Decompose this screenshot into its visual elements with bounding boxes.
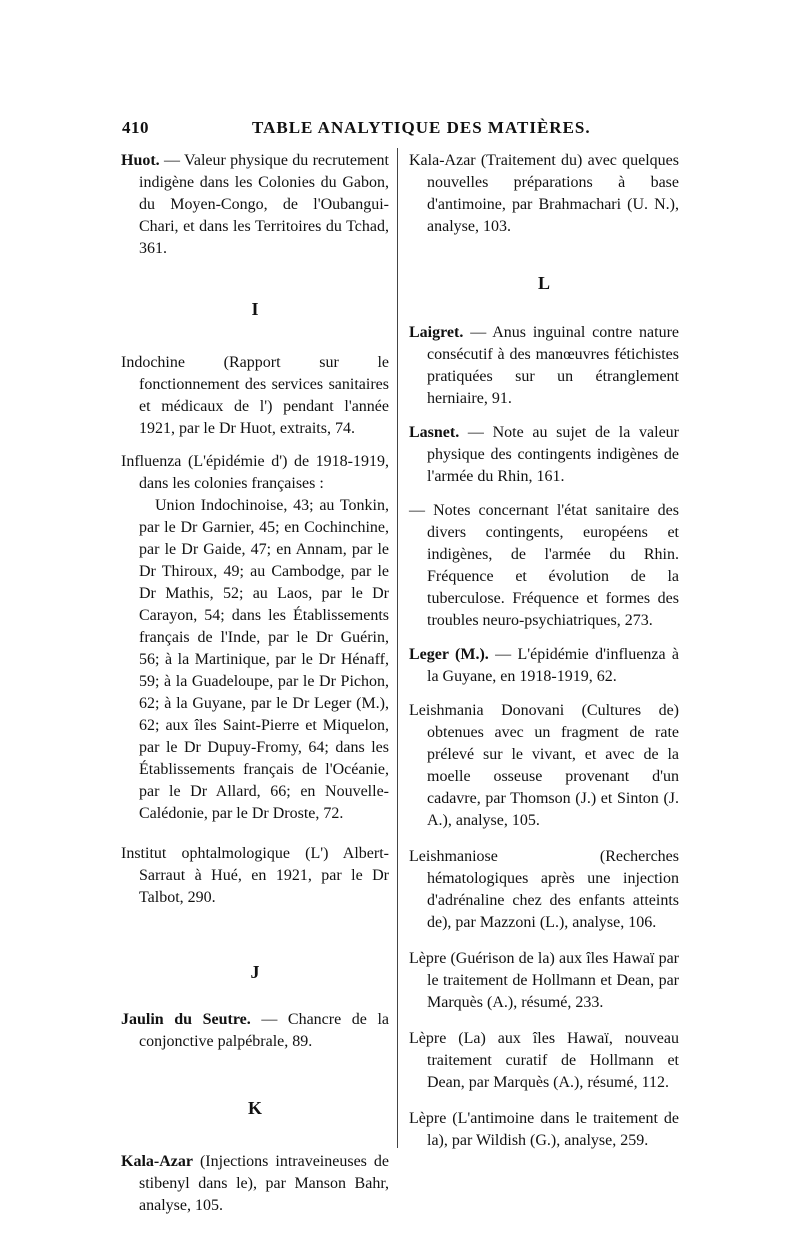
index-entry-lepre-guerison: Lèpre (Guérison de la) aux îles Hawaï par le traitement de Hollmann et Dean, par Marquès (A.), résumé, 233. [409,950,679,1011]
index-entry-lepre-hawai: Lèpre (La) aux îles Hawaï, nouveau traitement curatif de Hollmann et Dean, par Marquès (A.), résumé, 112. [409,1030,679,1091]
page-title: TABLE ANALYTIQUE DES MATIÈRES. [252,118,591,137]
index-entry-leishmania: Leishmania Donovani (Cultures de) obtenues avec un fragment de rate prélevé sur le vivant, et avec de la moelle osseuse provenant d'un cadavre, par Thomson (J.) et Sinton (J. A.), analyse, 105. [409,702,679,829]
section-letter-j: J [250,962,260,982]
running-header [122,118,662,146]
left-column [121,150,389,1217]
index-entry-kala-azar-injections: Kala-Azar (Injections intraveineuses de stibenyl dans le), par Manson Bahr, analyse, 105. [121,1153,389,1214]
index-entry-institut: Institut ophtalmologique (L') Albert-Sarraut à Hué, en 1921, par le Dr Talbot, 290. [121,845,389,906]
index-entry-lepre-antimoine: Lèpre (L'antimoine dans le traitement de la), par Wildish (G.), analyse, 259. [409,1110,679,1149]
index-entry-huot: Huot. — Valeur physique du recrutement indigène dans les Colonies du Gabon, du Moyen-Congo, de l'Oubangui-Chari, et dans les Territoires du Tchad, 361. [121,152,389,257]
index-entry-leger: Leger (M.). — L'épidémie d'influenza à la Guyane, en 1918-1919, 62. [409,646,679,685]
right-column [409,150,679,1152]
section-letter-i: I [251,299,259,319]
index-entry-influenza: Influenza (L'épidémie d') de 1918-1919, dans les colonies françaises : [121,453,389,492]
index-entry-lasnet-notes: — Notes concernant l'état sanitaire des divers contingents, européens et indigènes, de l'armée du Rhin. Fréquence et évolution de la tuberculose. Fréquence et formes des troubles neuro-psychiatriques, 273. [409,502,679,629]
page-number: 410 [122,118,149,137]
index-entry-indochine: Indochine (Rapport sur le fonctionnement des services sanitaires et médicaux de l') pendant l'année 1921, par le Dr Huot, extraits, 74. [121,354,389,437]
section-letter-k: K [247,1098,262,1118]
index-entry-leishmaniose: Leishmaniose (Recherches hématologiques après une injection d'adrénaline chez des enfants atteints de), par Mazzoni (L.), analyse, 106. [409,848,679,931]
index-entry-jaulin: Jaulin du Seutre. — Chancre de la conjonctive palpébrale, 89. [121,1011,389,1050]
index-entry-laigret: Laigret. — Anus inguinal contre nature consécutif à des manœuvres fétichistes pratiquées sur un étranglement herniaire, 91. [409,324,679,407]
index-entry-lasnet: Lasnet. — Note au sujet de la valeur physique des contingents indigènes de l'armée du Rhin, 161. [409,424,679,485]
index-entry-influenza-list: Union Indochinoise, 43; au Tonkin, par le Dr Garnier, 45; en Cochinchine, par le Dr Gaide, 47; en Annam, par le Dr Thiroux, 49; au Cambodge, par le Dr Mathis, 52; au Laos, par le Dr Carayon, 54; dans les Établissements français de l'Inde, par le Dr Guérin, 56; à la Martinique, par le Dr Hénaff, 59; à la Guadeloupe, par le Dr Pichon, 62; à la Guyane, par le Dr Leger (M.), 62; aux îles Saint-Pierre et Miquelon, par le Dr Dupuy-Fromy, 64; dans les Établissements français de l'Océanie, par le Dr Allard, 66; en Nouvelle-Calédonie, par le Dr Droste, 72. [139,497,389,822]
column-divider [397,148,398,1148]
section-letter-l: L [537,273,550,293]
index-entry-kala-azar-traitement: Kala-Azar (Traitement du) avec quelques nouvelles préparations à base d'antimoine, par Brahmachari (U. N.), analyse, 103. [409,152,679,235]
